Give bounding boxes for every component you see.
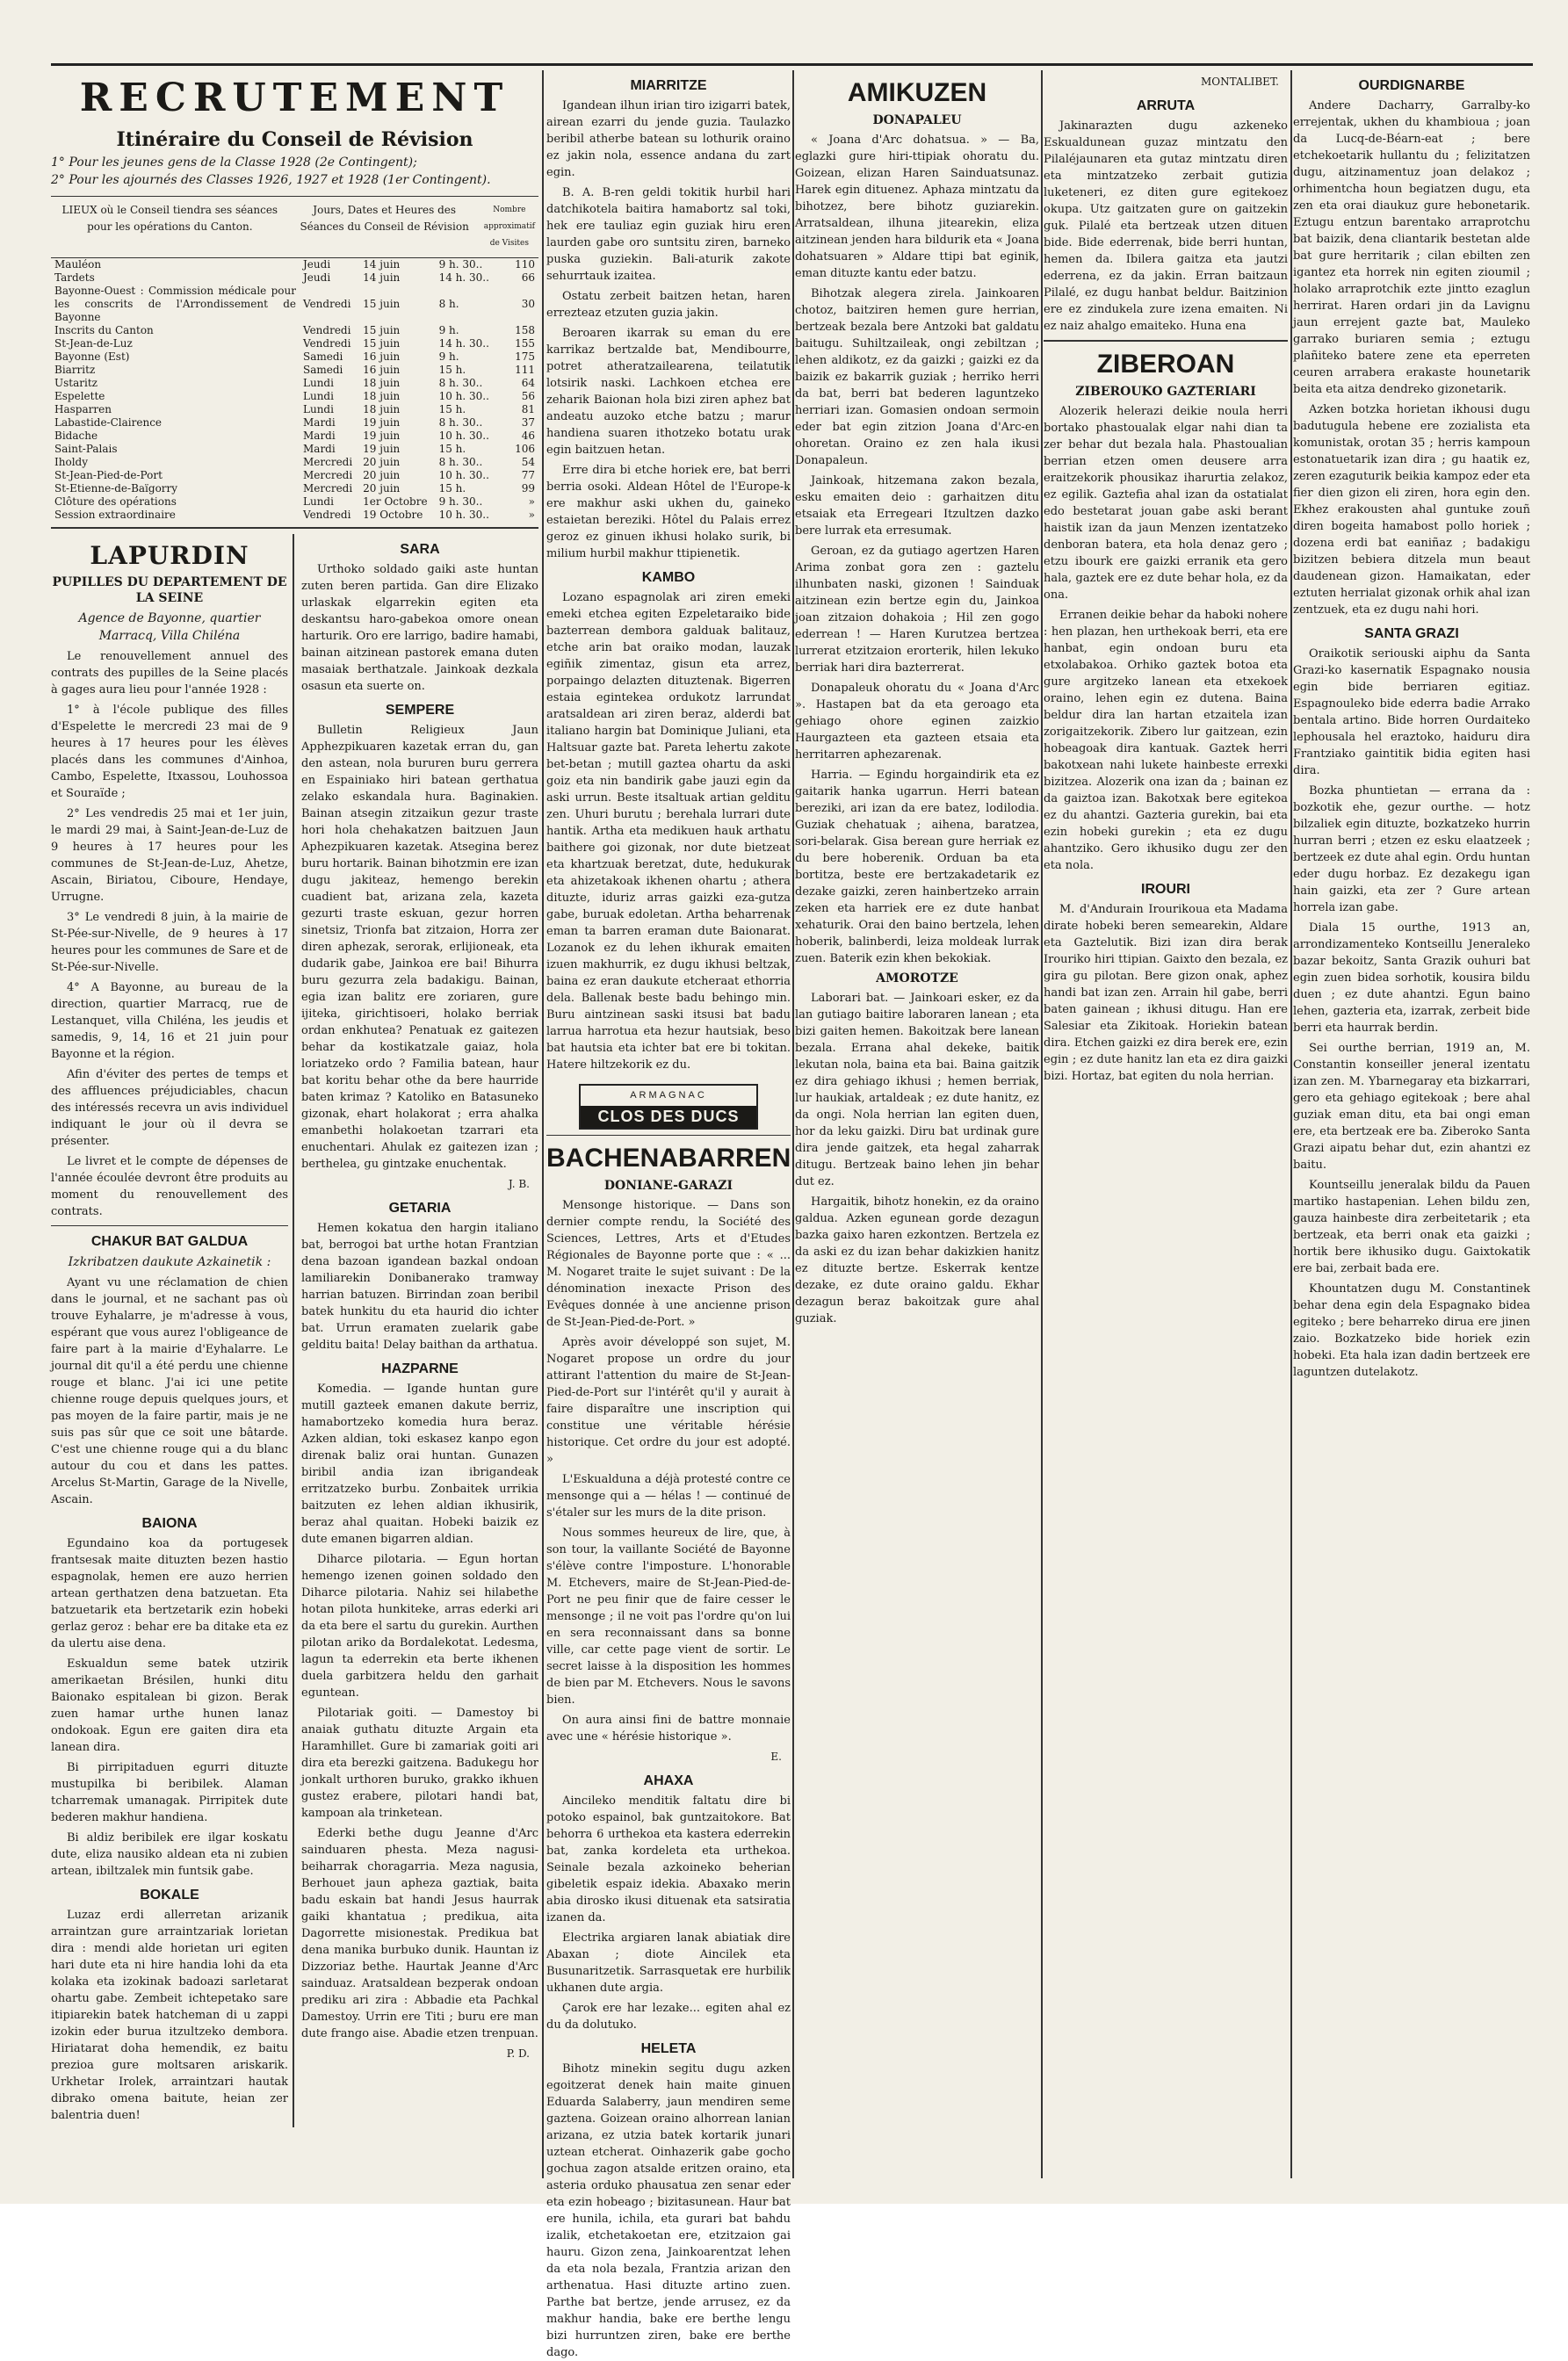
sara-column [293, 534, 538, 2127]
schedule-day: Mardi [303, 416, 336, 429]
schedule-date: 16 juin [363, 364, 401, 376]
schedule-day: Samedi [303, 350, 343, 363]
schedule-place: Hasparren [54, 403, 112, 415]
schedule-place: Bayonne-Ouest : Commission médicale pour les conscrits de l'Arrondissement de Bayonne [54, 285, 296, 323]
harria-text: Harria. — Egindu horgaindirik eta ez gaitarik hanka ugarrun. Herri batean bereziki, ari izan da ere batez, lodilodia. Guziak chehatuak ; aihena, baratzea, sori-belarak. Gisa berean gure herriak ez du bere hoberenik. Orduan ba eta bortitza, beste ere bertzakadetarik ez dezake gaizki, zeren hainbertzeko arrain zeken eta harriek ere ez dute hanbat xehaturik. Orai den baino bertzela, lehen hoberik, balinberdi, leiza moldeak lurrak zuen. Baterik ezin khen bekokiak. [795, 769, 1039, 965]
doniane-byline: E. [770, 1751, 782, 1763]
amorotze-title: AMOROTZE [876, 971, 958, 986]
schedule-place: Bayonne (Est) [54, 350, 130, 363]
schedule-hour: 9 h. [438, 324, 459, 336]
column-rule-1 [542, 70, 544, 2178]
schedule-row [51, 390, 538, 403]
schedule-day: Samedi [303, 364, 343, 376]
santa-grazi-para-1: Oraikotik seriouski aiphu da Santa Grazi-ko kasernatik Espagnako nousia egin bide berriaren egitiaz. Espagnouleko bide ederra badie Arrako bentala artino. Bide horren Ourdaiteko lephousala hel eraztoko, haiduru dira Frantziako gaintitik bidia egiten hasi dira. [1293, 647, 1530, 777]
schedule-num: 81 [521, 403, 535, 415]
ahaxa-para-3: Çarok ere har lezake... egiten ahal ez du da dolutuko. [546, 2002, 791, 2032]
schedule-place: Mauléon [54, 258, 102, 271]
ziberoan-para-2: Erranen deikie behar da haboki nohere : hen plazan, hen urthekoak berri, eta ere hanbat, egin ondoan buru eta etxolabakoa. Orhiko gaztek botoa eta gure argitzeko lanean eta etxekoek oraino, lehen egin ez dutena. Baina beldur dira lan hartan etzaitela izan zorigaitzekorik. Zibero lur gaitzean, ezin hobeagoak dira kantuak. Gaztek herri bakotxean nahi lukete hainbeste errexki bizitzea. Alozerik ona izan da ; bainan ez da gaiztoa izan. Bakotxak bere egitekoa ez du ahantzi. Gazteria gurekin, bai eta ezin hobeki gurekin ; eta ez dugu ahantziko. Gero ikhusiko dugu zer den eta nola. [1044, 609, 1288, 872]
pupilles-para-1: Le renouvellement annuel des contrats des pupilles de la Seine placés à gages aura lieu pour l'année 1928 : [51, 650, 288, 697]
schedule-day: Mercredi [303, 469, 353, 481]
schedule-bottom-rule [51, 527, 538, 529]
schedule-date: 20 juin [363, 482, 401, 495]
schedule-num: 77 [521, 469, 535, 481]
schedule-date: 18 juin [363, 390, 401, 402]
schedule-place: Tardets [54, 271, 95, 284]
schedule-place: Bidache [54, 430, 98, 442]
pupilles-para-5: 4° A Bayonne, au bureau de la direction, quartier Marracq, rue de Lestanquet, villa Chiléna, les jeudis et samedis, 9, 14, 16 et 21 juin pour Bayonne et la région. [51, 981, 288, 1061]
schedule-num: 54 [521, 456, 535, 468]
lapurdin-column [51, 534, 288, 2127]
schedule-hour: 9 h. 30.. [438, 495, 483, 508]
schedule-day: Jeudi [303, 271, 331, 284]
schedule-day: Lundi [303, 403, 334, 415]
heleta-title: HELETA [640, 2041, 697, 2056]
chakur-title: CHAKUR BAT GALDUA [90, 1234, 249, 1249]
kambo-text: Lozano espagnolak ari ziren emeki emeki etchea egiten Ezpeletaraiko bide bazterrean dembora galduak balitauz, etche arin bat oraiko modan, lauzak egiñik zimentaz, gisun eta arrez, porpaingo delazten dituztenak. Bigerren estaia egintekea ordukotz larrundat aratsaldean ari ziren beraz, alderdi bat italiano hargin bat Dominique Juliani, eta Haltsuar gazte bat. Pareta lehertu zakote bet-betan ; mutill gaztea ohartu da aski goiz eta nin bandirik gabe jauzi egin da aski urrun. Beste itsaltuak artian gelditu zen. Uhuri burutu ; berehala lurrari dute hantik. Artha eta medikuen hauk arthatu baithere goi gizonak, nor dute bietzeat eta khartzuak beretzat, dute, hedukurak eta ahizetakoak ikhenen ohartu ; athera dituzte, iduriz arras gaizki eza-gutza gabe, buruak edoletan. Artha beharrenak eman ta barren eraman dute Baionarat. Lozanok ez du lehen ikhurak emaiten izuen makhurrik, ez dugu ikhusi beltzak, baina ez eran daukute etcheraat ethorria dela. Ballenak beste badu behingo min. Buru aintzinean saski itsusi bat badu larrua harrotua eta hezur hautsiak, beso bat hautsia eta ichter bat ere bi tokitan. Hatere hiltzekorik ez du. [546, 591, 791, 1072]
hazparne-para-2: Diharce pilotaria. — Egun hortan hemengo izenen goinen soldado den Diharce pilotaria. Nahiz sei hilabethe hotan pilota hunkiteke, arras ederki ari da eta bere el sartu du gurekin. Aurthen pilotan ariko da Bordalekotat. Ledesma, lagun ta ederrekin eta berte ikhenen duela garbitzera heldu den garhait eguntean. [301, 1553, 538, 1700]
schedule-hour: 9 h. [438, 350, 459, 363]
column-1 [51, 70, 538, 2178]
ourdignarbe-text: Andere Dacharry, Garralby-ko errejentak, ukhen du khambioua ; joan da Lucq-de-Béarn-eat ; bere etchekoetarik hullantu du ; felizitatzen dugu, aitzinamentuz joan delakoz ; orhimentcha houn begiatzen dugu, eta zen eta orai diaukuz gure hebonetarik. Eztugu entzun barentako arraprotchu bat baizik, dena cliantarik bestetan alde bat gure herritarik ; cilan ebilten zen igantez eta horrek nin egiten zioumil ; holako arraprotchik ezte jintto ezaglun herrirat. Haren ordari jin da Lavignu jaun errejent gazte bat, Mauleko garrako buriaren semia ; eztugu plañiteko batere zene eta eperreten ceuren arrabera erakaste hounetarik beita eta aitza dendreko gizonetarik. [1293, 99, 1530, 396]
schedule-date: 14 juin [363, 258, 401, 271]
schedule-row [51, 364, 538, 377]
schedule-hour: 14 h. 30.. [438, 271, 489, 284]
schedule-num: 99 [521, 482, 535, 495]
baiona-para-3: Bi pirripitaduen egurri dituzte mustupilka bi beribilek. Alaman tcharremak umanagak. Pirripitek dute bederen makhur handiena. [51, 1761, 288, 1824]
divider [1044, 340, 1288, 342]
column-rule-2 [792, 70, 794, 2178]
getaria-text: Hemen kokatua den hargin italiano bat, berrogoi bat urthe hotan Frantzian dena bazoan igandean bazkal ondoan lamiliarekin Donibanerako tramway harrian batuzen. Birrindan zoan beribil batek hunkitu du eta haurid dio ichter bat. Urrun eramaten zuelarik gabe gelditu baita! Delay baithan da arthatua. [301, 1222, 538, 1352]
schedule-date: 19 Octobre [363, 509, 423, 521]
schedule-head-num: Nombre approximatif de Visites [483, 206, 535, 248]
schedule-head-dates: Jours, Dates et Heures des Séances du Conseil de Révision [300, 204, 469, 233]
schedule-place: Session extraordinaire [54, 509, 176, 521]
schedule-header [51, 196, 538, 258]
schedule-row [51, 285, 538, 324]
irouri-title: IROURI [1141, 882, 1190, 897]
santa-grazi-para-3: Diala 15 ourthe, 1913 an, arrondizamenteko Kontseillu Jeneraleko bazar bekoitz, Santa Grazik ouhuri bat egin zuen bidea sorhotik, kousira bildu duen ; ez dute ahantzi. Egun baino lehen, gazteria eta, izarrak, zerbeit bide berri eta haurrak berdin. [1293, 921, 1530, 1035]
column-3 [795, 70, 1039, 2178]
pupilles-title: PUPILLES DU DEPARTEMENT DE LA SEINE [52, 575, 287, 605]
ourdignarbe-title: OURDIGNARBE [1358, 78, 1465, 93]
chakur-text: Ayant vu une réclamation de chien dans le journal, et ne sachant pas où trouve Eyhalarre, je m'adresse à vous, espérant que vous aurez l'obligeance de faire part à la mairie d'Eyhalarre. Le journal dit qu'il a été perdu une chienne rouge et blanc. J'ai ici une petite chienne rouge depuis quelques jours, et pas moyen de la faire partir, mais je ne suis pas sûr que ce soit une bâtarde. C'est une chienne rouge qui a du blanc autour du cou et dans les pattes. Arcelus St-Martin, Garage de la Nivelle, Ascain. [51, 1276, 288, 1506]
schedule-day: Vendredi [303, 298, 351, 310]
recrutement-note-2: 2° Pour les ajournés des Classes 1926, 1927 et 1928 (1er Contingent). [51, 173, 491, 187]
baiona-para-2: Eskualdun seme batek utzirik amerikaetan Brésilen, hunki ditu Baionako espitalean bi gizon. Berak zuen hamar urthe hunen lanaz ondokoak. Egun ere gaiten dira eta lanean dira. [51, 1657, 288, 1754]
sempere-title: SEMPERE [385, 703, 455, 718]
doniane-para-1: Mensonge historique. — Dans son dernier compte rendu, la Société des Sciences, Lettres, Arts et d'Etudes Régionales de Bayonne porte que : « ... M. Nogaret traite le sujet suivant : De la dénomination inexacte Prison des Evêques donnée à une ancienne prison de St-Jean-Pied-de-Port. » [546, 1199, 791, 1329]
santa-grazi-para-6: Khountatzen dugu M. Constantinek behar dena egin dela Espagnako bidea egiteko ; bere beharreko dirua ere jinen zaio. Bozkatzeko bide horiek ezin hobeki. Eta hala izan dadin bertzeek ere laguntzen dutelakotz. [1293, 1282, 1530, 1379]
doniane-para-3: L'Eskualduna a déjà protesté contre ce mensonge qui a — hélas ! — continué de s'étaler sur les murs de la dite prison. [546, 1473, 791, 1520]
schedule-num: 56 [521, 390, 535, 402]
schedule-num: 46 [521, 430, 535, 442]
schedule-place: St-Jean-Pied-de-Port [54, 469, 163, 481]
schedule-hour: 10 h. 30.. [438, 430, 489, 442]
getaria-title: GETARIA [388, 1201, 452, 1216]
schedule-place: Labastide-Clairence [54, 416, 163, 429]
pupilles-para-3: 2° Les vendredis 25 mai et 1er juin, le mardi 29 mai, à Saint-Jean-de-Luz de 9 heures à 17 heures pour les communes de St-Jean-de-Luz, Ahetze, Ascain, Biriatou, Ciboure, Hendaye, Urrugne. [51, 807, 288, 904]
schedule-place: St-Jean-de-Luz [54, 337, 133, 350]
miarritze-para-1: Igandean ilhun irian tiro izigarri batek, airean ezarri du jende guzia. Taulazko beribil atherbe batean su lothurik oraino ez jakin nola, essence andana du zart egin. [546, 99, 791, 179]
recrutement-title: RECRUTEMENT [79, 76, 510, 120]
hazparne-byline: P. D. [506, 2047, 530, 2060]
bokale-text: Luzaz erdi allerretan arizanik arraintzan gure arraintzariak lorietan dira : mendi alde horietan uri egiten hari dute eta ni hire handia lohi da eta kolaka eta izokinak badoazi sarletarat ohartu gabe. Zembeit ichtepetako sare itipiarekin batek hatcheman di u zappi izokin eder burua itzultzeko dembora. Hiriatarat doha hemendik, ez baitu prezioa gure moltsaren ariskarik. Urkhetar Irolek, arraintzari hautak dibrako omena baitute, heian zer balentria duen! [51, 1909, 288, 2122]
schedule-date: 1er Octobre [363, 495, 428, 508]
schedule-place: Clôture des opérations [54, 495, 177, 508]
baiona-para-4: Bi aldiz beribilek ere ilgar koskatu dute, eliza nausiko aldean eta ni zubien artean, ibiltzalek min funtsik gabe. [51, 1831, 288, 1878]
schedule-num: 66 [521, 271, 535, 284]
schedule-row [51, 403, 538, 416]
schedule-day: Lundi [303, 495, 334, 508]
schedule-date: 18 juin [363, 377, 401, 389]
schedule-hour: 8 h. 30.. [438, 456, 483, 468]
pupilles-para-4: 3° Le vendredi 8 juin, à la mairie de St-Pée-sur-Nivelle, de 9 heures à 17 heures pour les communes de Sare et de St-Pée-sur-Nivelle. [51, 911, 288, 974]
recrutement-subtitle: Itinéraire du Conseil de Révision [116, 128, 473, 151]
schedule-hour: 15 h. [438, 364, 466, 376]
schedule-date: 19 juin [363, 416, 401, 429]
hazparne-title: HAZPARNE [381, 1361, 459, 1376]
schedule-date: 16 juin [363, 350, 401, 363]
baiona-title: BAIONA [141, 1516, 198, 1531]
schedule-num: » [528, 495, 535, 508]
schedule-row [51, 469, 538, 482]
schedule-day: Vendredi [303, 509, 351, 521]
ad-top-text: ARMAGNAC [630, 1090, 707, 1101]
ahaxa-para-2: Electrika argiaren lanak abiatiak dire Abaxan ; diote Aincilek eta Busunaritzetik. Sarrasquetak ere hurbilik ukhanen dute argia. [546, 1931, 791, 1995]
hazparne-para-1: Komedia. — Igande huntan gure mutill gazteek emanen dakute berriz, hamabortzeko komedia hura beraz. Azken aldian, toki eskasez kanpo egon direnak baliz orai huntan. Gunazen biribil andia izan ibrigandeak erritzatzeko burbu. Zonbaitek urrikia baitzuten ez lehen aldian ikhusirik, beraz ahal quaitan. Hobeki baizik ez dute emanen bigarren aldian. [301, 1383, 538, 1546]
schedule-row [51, 324, 538, 337]
santa-grazi-title: SANTA GRAZI [1364, 626, 1459, 641]
schedule-row [51, 430, 538, 443]
schedule-place: Espelette [54, 390, 105, 402]
schedule-hour: 9 h. 30.. [438, 258, 483, 271]
column-rule-3 [1041, 70, 1043, 2178]
ourdignarbe-para-2: Azken botzka horietan ikhousi dugu badutugula hebene ere zozialista eta komunistak, orotan 35 ; herris kampoun estonatuetarik izan dira ; gu haatik ez, zeren ezaguturik beikia kampoz eder eta fier dien gizon eli ziren, hora egin den. Ekhez erakousten ahal guntuke zouñ diren bogeita hamabost pollo horiek ; dozena erdi bat eaniñaz ; badakigu bizitzen bebiera ditzela mun beaut daudenean gizon. Hamaikatan, eder eztuten herrialat gizonak orhik ahal izan zentzuek, eta ez dugu nahi hori. [1293, 403, 1530, 617]
schedule-hour: 15 h. [438, 482, 466, 495]
arruta-title: ARRUTA [1136, 98, 1196, 113]
schedule-place: Inscrits du Canton [54, 324, 154, 336]
column-4 [1044, 70, 1288, 2178]
irouri-text: M. d'Andurain Irourikoua eta Madama dirate hobeki beren semearekin, Aldare eta Gaztelutik. Bizi izan dira berak Irouriko hiri ttipian. Gaixto den bezala, ez gira gu pilotan. Bere gizon onak, aphez handi bat izan zen. Arrain hil gabe, berri baten gainean ; ikhusi ditugu. Han ere Salesiar eta Zikitoak. Horiekin batean dira. Etchen gaizki ez dira berek ere, ezin egin ; ez dute hanitz lan eta ez dira gaizki bizi. Hortaz, bat egiten du nola herrian. [1044, 903, 1288, 1083]
schedule-day: Vendredi [303, 324, 351, 336]
schedule-date: 15 juin [363, 324, 401, 336]
donapaleu-para-1: « Joana d'Arc dohatsua. » — Ba, eglazki gure hiri-ttipiak ohoratu du. Goizean, elizan Haren Sainduatsunaz. Harek egin dituenez. Aphaza mintzatu da bihotzez, bere bihotz guziarekin. Arratsaldean, ilhuna jitearekin, eliza aitzinean jenden hara bildurik eta « Joana dohatsuaren » Aldare ttipi bat eginik, eman dituzte kantu eder batzu. [795, 134, 1039, 280]
column-2 [546, 70, 791, 2359]
bachenabarren-title: BACHENABARREN [546, 1144, 791, 1173]
kambo-title: KAMBO [641, 570, 696, 585]
amorotze-para-2: Hargaitik, bihotz honekin, ez da oraino galdua. Azken egunean gorde dezagun bazka gaixo haren ezkontzen. Bertzela ez da aski ez du izan behar dakizkien hanitz ez dituzte bertze. Eskerrak kentze dezake, ez dute oraino galdu. Ekhar dezagun beraz bakoitzak gure ahal guziak. [795, 1195, 1039, 1325]
schedule-day: Mardi [303, 430, 336, 442]
schedule-num: » [528, 509, 535, 521]
schedule-row [51, 416, 538, 430]
schedule-day: Vendredi [303, 337, 351, 350]
santa-grazi-para-4: Sei ourthe berrian, 1919 an, M. Constantin konseiller jeneral izentatu izan zen. M. Ybarnegaray eta bizkarrari, gero eta gehiago egitekoak ; bere ahal guziak eman ditu, eta bai ongi eman ere, eta bertzeak ere ba. Ziberoko Santa Grazi aipatu behar dut, ezin ahantzi ez baitu. [1293, 1042, 1530, 1172]
miarritze-title: MIARRITZE [630, 78, 707, 93]
column-5 [1293, 70, 1530, 2178]
schedule-hour: 15 h. [438, 443, 466, 455]
schedule-day: Lundi [303, 377, 334, 389]
schedule-place: Saint-Palais [54, 443, 118, 455]
hazparne-para-3: Pilotariak goiti. — Damestoy bi anaiak guthatu dituzte Argain eta Haramhillet. Gure bi zamariak goiti ari dira eta berezki gaitzena. Badukegu hor jonkalt urthoren buruko, grakko ikhuen gustez erabere, pilotari handi bat, kampoan ala trinketean. [301, 1707, 538, 1820]
schedule-num: 111 [515, 364, 535, 376]
schedule-num: 64 [521, 377, 535, 389]
schedule-date: 20 juin [363, 469, 401, 481]
donapaleu-para-2: Bihotzak alegera zirela. Jainkoaren chotoz, baitziren hemen gure herrian, bertzeak bezala bere Antzoki bat galdatu baitugu. Suhiltzaileak, ongi zebiltzan ; lehen aldikotz, ez da gaizki ; gaizki ez da baizik ez bakarrik guziak ; herriko herri da bat, berri bat bederen laguntzeko herriari izan. Gomasien ondoan sermoin eder bat egin zitzion Joana d'Arc-en ohoretan. Oraino ez zen hala ikusi Donapaleun. [795, 287, 1039, 467]
donapaleu-para-4: Geroan, ez da gutiago agertzen Haren Arima zonbat gora zen : gaztelu ilhunbaten naski, gizonen ! Sainduak aitzinean ezin bertze egin du, Jainkoa joan zitzaion dohakoia ; Hil zen gogo ederrean ! — Haren Kurutzea bertzea lurrerat etzitzaion erorterik, hilen lekuko berriak hari dira bazterrerat. [795, 545, 1039, 675]
doniane-para-2: Après avoir développé son sujet, M. Nogaret propose un ordre du jour attirant l'attention du maire de St-Jean-Pied-de-Port sur l'intérêt qu'il y aurait à faire disparaître une inscription qui constitue une véritable hérésie historique. Cet ordre du jour est adopté. » [546, 1336, 791, 1466]
doniane-para-5: On aura ainsi fini de battre monnaie avec une « hérésie historique ». [546, 1714, 791, 1744]
pupilles-para-2: 1° à l'école publique des filles d'Espelette le mercredi 23 mai de 9 heures à 17 heures pour les élèves placés dans les communes d'Ainhoa, Cambo, Espelette, Itxassou, Louhossoa et Souraïde ; [51, 704, 288, 800]
lower-split [51, 534, 538, 2127]
schedule-row [51, 337, 538, 350]
schedule-day: Mardi [303, 443, 336, 455]
donapaleu-para-5: Donapaleuk ohoratu du « Joana d'Arc ». Hastapen bat da eta geroago eta gehiago ohore eginen zaizkio Haurgazteen eta gazteen etsaia eta herritarren aphezarenak. [795, 682, 1039, 762]
heleta-text: Bihotz minekin segitu dugu azken egoitzerat denek hain maite ginuen Eduarda Salaberry, jaun mendiren seme gaztena. Goizean oraino alhorrean lanian arizana, ez utzia batek kortarik junari uztean etcherat. Oinhazerik gabe gocho gochua zagon atsalde eritzen oraino, eta asteria orduko phausatua zen senar eder eta ezin hobeago ; bizitasunean. Haur bat ere hunila, ichila, eta gurari bat bahdu izalik, etchetakoetan ere, etzitzaion gai hauru. Gizon zena, Jainkoarentzat lehen da eta nola bezala, Frantzia arizan den arthenatua. Hasi dituzte artino zuen. Parthe bat bertze, jende arrusez, ez da makhur handia, bake ere berthe lengu bizi hurruntzen ziren, bake ere berthe dago. [546, 2062, 791, 2359]
schedule-date: 14 juin [363, 271, 401, 284]
schedule-hour: 8 h. 30.. [438, 416, 483, 429]
miarritze-para-5: Erre dira bi etche horiek ere, bat berri berria osoki. Aldean Hôtel de l'Europe-k ere makhur aski ukhen du, gaineko estaietan bereziki. Hôtel du Palais errez geroz ez ginuen ikhusi holako surik, bi milium hurbil makhur ttipienetik. [546, 464, 791, 560]
schedule-row [51, 443, 538, 456]
bokale-title: BOKALE [140, 1888, 199, 1903]
schedule-table [51, 258, 538, 522]
schedule-num: 106 [515, 443, 535, 455]
donapaleu-para-3: Jainkoak, hitzemana zakon bezala, esku emaiten deio : garhaitzen ditu etsaiak eta Erregeari Itzultzen dazko bere lurrak eta erresumak. [795, 474, 1039, 538]
schedule-date: 19 juin [363, 430, 401, 442]
ahaxa-text: Aincileko menditik faltatu dire bi potoko espainol, bak guntzaitokore. Bat behorra 6 urthekoa eta kastera ederrekin bat, zanka kordeleta eta urthekoa. Seinale bezala azkoineko beherian gibeletik espaiz idekia. Abaxako merin abia dirosko ikusi dituenak eta satsiratia izanen da. [546, 1794, 791, 1924]
ziberoan-text: Alozerik helerazi deikie noula herri bortako phastoualak elgar nahi dian ta zer behar dut bezala hala. Phastoualian berrian etzen omen deusere arra eraitzekorik phousikaz iharurtia zelakoz, ez egilik. Gaztefia ahal izan da ostatialat edo bestetarat jouan gabe aski berant haistik izan da jaun Menzen izentatzeko denboran batera, eta hola denaz gero ; etzu ibourk ere gaizki erranik eta gero hala, gaztek ere ez dute behar hola, ez da ona. [1044, 405, 1288, 602]
divider [51, 1225, 288, 1226]
santa-grazi-para-5: Kountseillu jeneralak bildu da Pauen martiko hastapenian. Lehen bildu zen, gauza hainbeste dira zerbeitetarik ; eta bertzeak, eta berri onak eta gaizki ; hortik bere ikhusiko dugu. Gaixtokatik ere bai, zerbait bada ere. [1293, 1179, 1530, 1275]
schedule-num: 155 [515, 337, 535, 350]
schedule-date: 15 juin [363, 337, 401, 350]
schedule-day: Mercredi [303, 482, 353, 495]
amorotze-para-1: Laborari bat. — Jainkoari esker, ez da lan gutiago baitire laboraren lanean ; eta bizi gaiten hemen. Bakoitzak bere lanean bezala. Errana ahal dekeke, baitik lekutan nola, baina eta bai. Baina gaitzik ez dira gehiago ikhusi ; hemen berriak, lur haukiak, artaldeak ; ez dute hanitz, ez da ongi. Nola herrian lan egiten duen, hor da leku gaizki. Diru bat urdinak gure dira jende gaitzek, eta hegal zaharrak ditugu. Bertzeak baino lehen jin behar dut ez. [795, 992, 1039, 1188]
baiona-para-1: Egundaino koa da portugesek frantsesak maite dituzten bezen hastio espagnolak, hemen ere auzo herrien artean gerthatzen dena batzuetan. Eta batzuetarik eta bertzetarik ezin hobeki gerlaz geroz : behar ere ba ditake eta ez da ulertu aise dena. [51, 1537, 288, 1650]
schedule-row [51, 271, 538, 285]
schedule-day: Jeudi [303, 258, 331, 271]
schedule-hour: 10 h. 30.. [438, 469, 489, 481]
schedule-head-lieux: LIEUX où le Conseil tiendra ses séances pour les opérations du Canton. [61, 204, 278, 233]
schedule-row [51, 495, 538, 509]
sara-title: SARA [400, 542, 440, 557]
schedule-hour: 10 h. 30.. [438, 509, 489, 521]
doniane-title: DONIANE-GARAZI [603, 1179, 733, 1193]
schedule-hour: 15 h. [438, 403, 466, 415]
donapaleu-title: DONAPALEU [872, 113, 962, 127]
schedule-row [51, 377, 538, 390]
amikuzen-title: AMIKUZEN [847, 78, 987, 107]
miarritze-para-3: Ostatu zerbeit baitzen hetan, haren errezteaz etzuten guzia jakin. [546, 290, 791, 320]
pupilles-para-6: Afin d'éviter des pertes de temps et des affluences préjudiciables, chacun des intéressés recevra un avis individuel indiquant le jour où il devra se présenter. [51, 1068, 288, 1148]
ziberoan-title: ZIBEROAN [1096, 350, 1235, 379]
schedule-place: Biarritz [54, 364, 96, 376]
ahaxa-title: AHAXA [643, 1773, 694, 1788]
sempere-byline: J. B. [508, 1178, 530, 1190]
schedule-num: 158 [515, 324, 535, 336]
hazparne-para-4: Ederki bethe dugu Jeanne d'Arc sainduaren phesta. Meza nagusi-beiharrak choragarria. Meza nagusia, Berhouet jaun apheza gaztiak, baita badu eskain bat handi Jesus haurrak gaiki khantatua ; predikua, aita Dagorrette misionestak. Predikua bat dena manika burbuko dunik. Hauntan iz Dizzoriaz bethe. Haurtak Jeanne d'Arc sainduaz. Aratsaldean bezperak ondoan prediku ari zira : Abbadie eta Pachkal Damestoy. Urrin ere Titi ; buru ere man dute frango aise. Abadie etzen trenpuan. [301, 1827, 538, 2040]
schedule-day: Lundi [303, 390, 334, 402]
recrutement-note-1: 1° Pour les jeunes gens de la Classe 1928 (2e Contingent); [51, 155, 417, 170]
schedule-place: Ustaritz [54, 377, 98, 389]
schedule-row [51, 482, 538, 495]
ziberouko-title: ZIBEROUKO GAZTERIARI [1075, 385, 1256, 399]
schedule-row [51, 258, 538, 271]
schedule-num: 30 [521, 298, 535, 310]
schedule-date: 15 juin [363, 298, 401, 310]
schedule-row [51, 350, 538, 364]
schedule-hour: 8 h. 30.. [438, 377, 483, 389]
lapurdin-title: LAPURDIN [90, 541, 249, 570]
miarritze-para-2: B. A. B-ren geldi tokitik hurbil hari datchikotela baitira hamabortz sal toki, hek ere tauliaz egin guziak hiru eren laurden gabe oro suntsitu ziren, barneko puska guziekin. Bali-aturik zakote sehurrtauk izaitea. [546, 186, 791, 283]
pupilles-agency: Agence de Bayonne, quartier Marracq, Villa Chiléna [78, 611, 261, 643]
montalibet-byline: MONTALIBET. [1201, 76, 1279, 88]
top-rule [51, 63, 1533, 66]
schedule-row [51, 509, 538, 522]
divider [546, 1135, 791, 1136]
miarritze-para-4: Beroaren ikarrak su eman du ere karrikaz bertzalde bat, Mendibourre, potret atheratzailearena, teilatutik lotsirik naski. Lachkoen etchea ere zeharik Baionan hola bizi ziren aphez bat andeatu auzoko etche batzu ; marur handiena suaren ithotzeko botatu urak egin baitzuen hetan. [546, 327, 791, 457]
schedule-hour: 10 h. 30.. [438, 390, 489, 402]
schedule-date: 20 juin [363, 456, 401, 468]
doniane-para-4: Nous sommes heureux de lire, que, à son tour, la vaillante Société de Bayonne s'élève contre l'imposture. L'honorable M. Etchevers, maire de St-Jean-Pied-de-Port ne peu finir que de faire cesser le mensonge ; il ne voit pas l'ordre qu'on lui en sera reconnaissant dans sa bonne ville, car cette page vient de sortir. Le secret laisse à la disposition les hommes de bien par M. Etchevers. Nous le savons bien. [546, 1527, 791, 1707]
schedule-date: 19 juin [363, 443, 401, 455]
schedule-row [51, 456, 538, 469]
schedule-day: Mercredi [303, 456, 353, 468]
sara-text: Urthoko soldado gaiki aste huntan zuten beren partida. Gan dire Elizako urlaskak elgarrekin egiten eta deskantsu haro-gabekoa omore onean harturik. Oro ere larrigo, badire hamabi, bainan aitzinean pastorek emana duten masaiak berthatzale. Jainkoak dezkala osasun eta suerte on. [301, 563, 538, 693]
santa-grazi-para-2: Bozka phuntietan — errana da : bozkotik ehe, gezur ourthe. — hotz bilzaliek egin dituzte, bozkatzeko hurrin hurran berri ; etzen ez esku elaatzeek ; bertzeek ez dute ahal egin. Ordu huntan eder dugu horbaz. Ez dezakegu igan hain gaizki, eta zer ? Gure artean horrela izan gabe. [1293, 784, 1530, 914]
sempere-text: Bulletin Religieux Jaun Apphezpikuaren kazetak erran du, gan den astean, nola bururen buru gerrera en Espainiako hiri batean gerthatua zelako eskandala hura. Baginakien. Bainan atsegin zitzaikun gezur traste hori hola chehakatzen baitzuen Jaun Aphezpikuaren kazetak. Atsegina berez buru hortarik. Bainan bihotzmin ere izan dugu jakiteaz, hemengo berekin cuadient bat, arizana zela, kazeta gezurti traste eskuan, gezur horren sinetsiz, Trionfa bat zitzaion, Horra zer diren aphezak, serorak, erlijioneak, eta dudarik gabe, Jainkoa ere bai! Bihurra buru gezurra zela badakigu. Bainan, egia izan balitz ere zoriaren, gure ijiteka, girichtisoeri, holako berriak ordan enkhutea? Penatuak ez gaitezen behar da kostikatzale gaiaz, hola loriatzeko ordo ? Familia batean, haur bat koritu behar othe da bere haurride baten krimaz ? Katoliko en Batasuneko gizonak, ehart holakorat ; erra ahalka emanbethi holakoetan tzarrari eta enuchentari. Ahulak ez gaitezen izan ; berthelea, gu gintzake enuchentak. [301, 724, 539, 1171]
schedule-num: 175 [515, 350, 535, 363]
column-rule-4 [1290, 70, 1292, 2178]
ad-main-text: CLOS DES DUCS [581, 1106, 756, 1128]
schedule-date: 18 juin [363, 403, 401, 415]
armagnac-ad [579, 1084, 758, 1130]
schedule-hour: 8 h. [438, 298, 459, 310]
arruta-text: Jakinarazten dugu azkeneko Eskualdunean guzaz mintzatu den Pilaléjaunaren eta gutaz mintzatu diren eta mintzatzeko zerbait gutizia luketeneri, ez diten gure egitekoez okupa. Utz gaitzaten gure on gaitzekin guk. Pilalé eta bertzeak utzen dituen bide. Bide ederrenak, bide berri huntan, hemen da. Ibilera gaitza eta jautzi ederrena, ez da jakin. Erran baitzaun Pilalé, ez dugu hanbat beldur. Baitzinion ere ez zindukela zure izena emaiten. Ni ez naiz ahalgo emaiteko. Huna ena [1044, 119, 1288, 333]
schedule-num: 37 [521, 416, 535, 429]
schedule-hour: 14 h. 30.. [438, 337, 489, 350]
schedule-place: Iholdy [54, 456, 88, 468]
pupilles-para-7: Le livret et le compte de dépenses de l'année écoulée devront être produits au moment du renouvellement des contrats. [51, 1155, 288, 1218]
schedule-num: 110 [515, 258, 535, 271]
schedule-place: St-Etienne-de-Baïgorry [54, 482, 178, 495]
chakur-sub: Izkribatzen daukute Azkainetik : [68, 1255, 271, 1269]
